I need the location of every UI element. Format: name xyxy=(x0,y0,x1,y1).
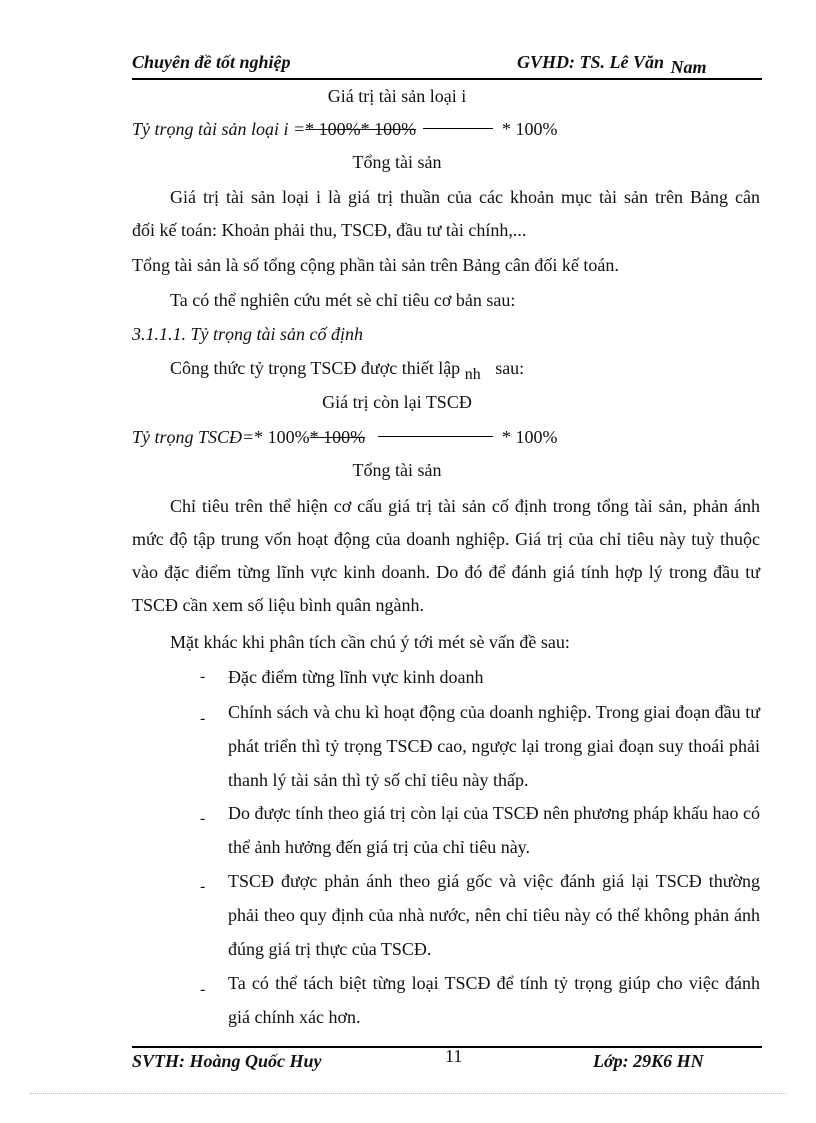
formula1-numerator: Giá trị tài sản loại i xyxy=(327,86,467,106)
bullet-marker-4: - xyxy=(200,878,206,895)
formula2-plain: * 100% xyxy=(254,427,310,447)
formula2-row xyxy=(132,427,365,448)
footer-left: SVTH: Hoàng Quốc Huy xyxy=(132,1051,322,1071)
paragraph-1-line2: đối kế toán: Khoản phải thu, TSCĐ, đầu tư tài chính,... xyxy=(132,219,527,240)
header-left: Chuyên đề tốt nghiệp xyxy=(132,52,291,72)
formula2-denominator: Tổng tài sản xyxy=(352,460,442,480)
bullet-marker-5: - xyxy=(200,981,206,998)
header-rule xyxy=(132,78,762,80)
paragraph-4 xyxy=(170,358,525,383)
bullet-5: Ta có thể tách biệt từng loại TSCĐ để tính tỷ trọng giúp cho việc đánh giá chính xác hơn. xyxy=(228,973,760,1027)
formula1-struck: * 100%* 100% xyxy=(305,119,417,139)
formula1-rhs: * 100% xyxy=(502,119,558,139)
paragraph-1 xyxy=(132,181,760,246)
formula2-struck: * 100% xyxy=(309,427,366,447)
section-heading: 3.1.1.1. Tỷ trọng tài sản cố định xyxy=(132,324,364,344)
paragraph-4-end: sau: xyxy=(495,358,525,378)
page-edge-dotted-line xyxy=(30,1093,786,1094)
page-number: 11 xyxy=(445,1046,463,1066)
bullet-2: Chính sách và chu kì hoạt động của doanh nghiệp. Trong giai đoạn đầu tư phát triển thì tỷ trọng TSCĐ cao, ngược lại trong giai đoạn suy thoái phải thanh lý tài sản thì tỷ số chỉ tiêu này thấp. xyxy=(228,702,760,790)
bullet-1: Đặc điểm từng lĩnh vực kinh doanh xyxy=(228,667,484,687)
formula1-denominator: Tổng tài sản xyxy=(352,152,442,172)
formula1-row xyxy=(132,119,416,140)
paragraph-5: Chỉ tiêu trên thể hiện cơ cấu giá trị tài sản cố định trong tổng tài sản, phản ánh mức độ tập trung vốn hoạt động của doanh nghiệp. Giá trị của chỉ tiêu này tuỳ thuộc vào đặc điểm từng lĩnh vực kinh doanh. Do đó để đánh giá tính hợp lý trong đầu tư TSCĐ cần xem số liệu bình quân ngành. xyxy=(132,496,760,615)
formula1-fraction-line xyxy=(423,128,493,129)
bullet-marker-2: - xyxy=(200,710,206,727)
header-right-main: GVHD: TS. Lê Văn xyxy=(517,52,665,72)
paragraph-3: Ta có thể nghiên cứu mét sè chỉ tiêu cơ bản sau: xyxy=(170,290,516,310)
formula2-rhs: * 100% xyxy=(502,427,558,447)
formula1-lhs: Tỷ trọng tài sản loại i = xyxy=(132,119,306,139)
paragraph-1-line1: Giá trị tài sản loại i là giá trị thuần của các khoản mục tài sản trên Bảng cân xyxy=(170,187,760,207)
formula2-lhs: Tỷ trọng TSCĐ= xyxy=(132,427,255,447)
formula2-fraction-line xyxy=(378,436,493,437)
formula2-numerator: Giá trị còn lại TSCĐ xyxy=(322,392,472,412)
paragraph-2: Tổng tài sản là số tổng cộng phần tài sản trên Bảng cân đối kế toán. xyxy=(132,255,619,275)
paragraph-4-sub: nh xyxy=(464,366,481,383)
footer-right: Lớp: 29K6 HN xyxy=(593,1051,704,1071)
bullet-marker-3: - xyxy=(200,810,206,827)
paragraph-4-main: Công thức tỷ trọng TSCĐ được thiết lập xyxy=(170,358,461,378)
bullet-3: Do được tính theo giá trị còn lại của TSCĐ nên phương pháp khấu hao có thể ảnh hưởng đến giá trị của chỉ tiêu này. xyxy=(228,803,760,857)
header-right xyxy=(517,52,707,77)
header-right-suffix: Nam xyxy=(670,57,707,77)
bullet-4: TSCĐ được phản ánh theo giá gốc và việc đánh giá lại TSCĐ thường phải theo quy định của nhà nước, nên chỉ tiêu này có thể không phản ánh đúng giá trị thực của TSCĐ. xyxy=(228,871,760,959)
bullet-marker-1: - xyxy=(200,668,206,685)
paragraph-6: Mặt khác khi phân tích cần chú ý tới mét sè vấn đề sau: xyxy=(170,632,570,652)
